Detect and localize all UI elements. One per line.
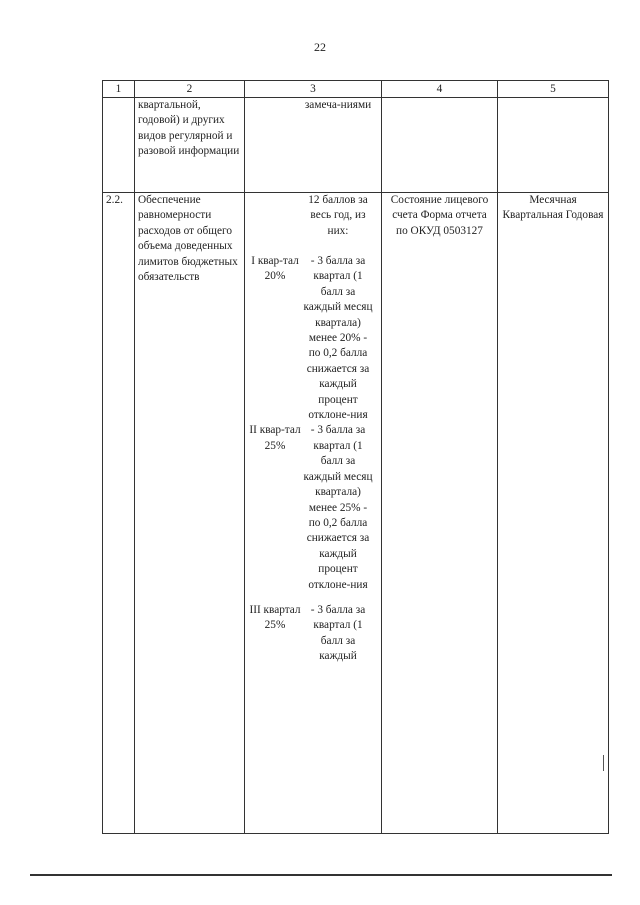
bottom-rule [30,874,612,876]
quarter-2-label: II квар-тал 25% [249,424,301,452]
col-number-5: 5 [498,81,609,98]
row2-name: Обеспечение равномерности расходов от общего объема доведенных лимитов бюджетных обязательств [135,193,245,834]
quarter-3-label: III квартал 25% [249,603,301,632]
page-number: 22 [314,40,326,54]
scan-artifact [603,755,604,771]
col-number-4: 4 [382,81,498,98]
column-number-row [103,81,609,98]
row1-criteria-text: замеча-ниями [304,99,372,111]
table-row [103,193,609,834]
col-number-3: 3 [245,81,382,98]
col-number-2: 2 [135,81,245,98]
row1-criteria [245,98,382,193]
row2-criteria [245,193,382,834]
quarter-2-text: - 3 балла за квартал (1 балл за каждый месяц квартала) менее 25% - по 0,2 балла снижается за каждый процент отклоне-ния [303,424,373,591]
table-row [103,98,609,193]
quarter-1-label: I квар-тал 20% [251,255,299,283]
criteria-table [102,80,609,834]
row2-source: Состояние лицевого счета Форма отчета по ОКУД 0503127 [382,193,498,834]
quarter-1-text: - 3 балла за квартал (1 балл за каждый месяц квартала) менее 20% - по 0,2 балла снижается за каждый процент отклоне-ния [303,255,373,422]
row1-source [382,98,498,193]
row2-number: 2.2. [103,193,135,834]
quarter-3-text: - 3 балла за квартал (1 балл за каждый [310,603,366,663]
row1-number [103,98,135,193]
col-number-1: 1 [103,81,135,98]
row1-periodicity [498,98,609,193]
row1-name: квартальной, годовой) и других видов регулярной и разовой информации [135,98,245,193]
criteria-intro: 12 баллов за весь год, из них: [308,194,368,237]
row2-periodicity: Месячная Квартальная Годовая [498,193,609,834]
